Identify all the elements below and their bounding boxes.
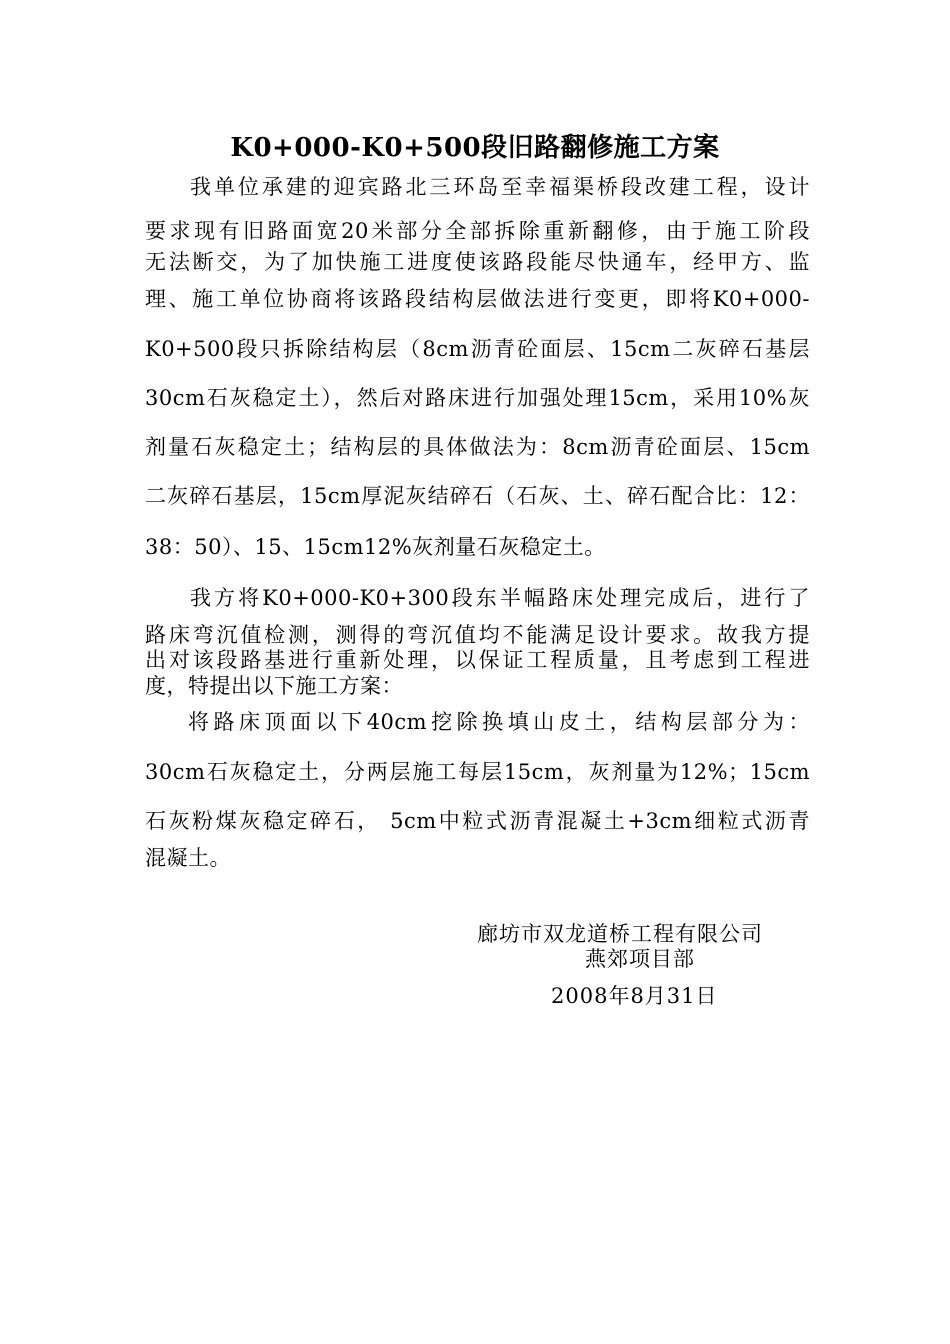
paragraph-1-line-5: K0+500段只拆除结构层（8cm沥青砼面层、15cm二灰碎石基层: [145, 337, 810, 361]
document-title: K0+000-K0+500段旧路翻修施工方案: [230, 133, 720, 163]
paragraph-1-line-3: 无法断交，为了加快施工进度使该路段能尽快通车，经甲方、监: [145, 250, 810, 274]
paragraph-2-line-1: 我方将K0+000-K0+300段东半幅路床处理完成后，进行了: [190, 586, 810, 610]
signature-date: 2008年8月31日: [551, 984, 718, 1008]
paragraph-3-line-3: 石灰粉煤灰稳定碎石， 5cm中粒式沥青混凝土+3cm细粒式沥青: [145, 809, 810, 833]
paragraph-1-line-6: 30cm石灰稳定土），然后对路床进行加强处理15cm，采用10%灰: [145, 386, 810, 410]
signature-company: 廊坊市双龙道桥工程有限公司: [477, 922, 763, 946]
signature-department: 燕郊项目部: [585, 947, 695, 971]
paragraph-1-line-7: 剂量石灰稳定土；结构层的具体做法为：8cm沥青砼面层、15cm: [145, 435, 810, 459]
paragraph-1-line-8: 二灰碎石基层，15cm厚泥灰结碎石（石灰、土、碎石配合比：12：: [145, 484, 810, 508]
paragraph-2-line-4: 度，特提出以下施工方案：: [145, 674, 403, 698]
paragraph-1-line-1: 我单位承建的迎宾路北三环岛至幸福渠桥段改建工程，设计: [190, 175, 810, 199]
paragraph-3-line-2: 30cm石灰稳定土，分两层施工每层15cm，灰剂量为12%；15cm: [145, 760, 810, 784]
paragraph-3-line-4: 混凝土。: [145, 846, 231, 870]
paragraph-1-line-9: 38：50）、15、15cm12%灰剂量石灰稳定土。: [145, 535, 606, 559]
paragraph-1-line-4: 理、施工单位协商将该路段结构层做法进行变更，即将K0+000-: [145, 287, 810, 311]
paragraph-3-line-1: 将路床顶面以下40cm挖除换填山皮土，结构层部分为：: [188, 710, 810, 734]
paragraph-2-line-2: 路床弯沉值检测，测得的弯沉值均不能满足设计要求。故我方提: [145, 623, 810, 647]
paragraph-1-line-2: 要求现有旧路面宽20米部分全部拆除重新翻修，由于施工阶段: [145, 219, 810, 243]
paragraph-2-line-3: 出对该段路基进行重新处理，以保证工程质量，且考虑到工程进: [145, 648, 810, 672]
